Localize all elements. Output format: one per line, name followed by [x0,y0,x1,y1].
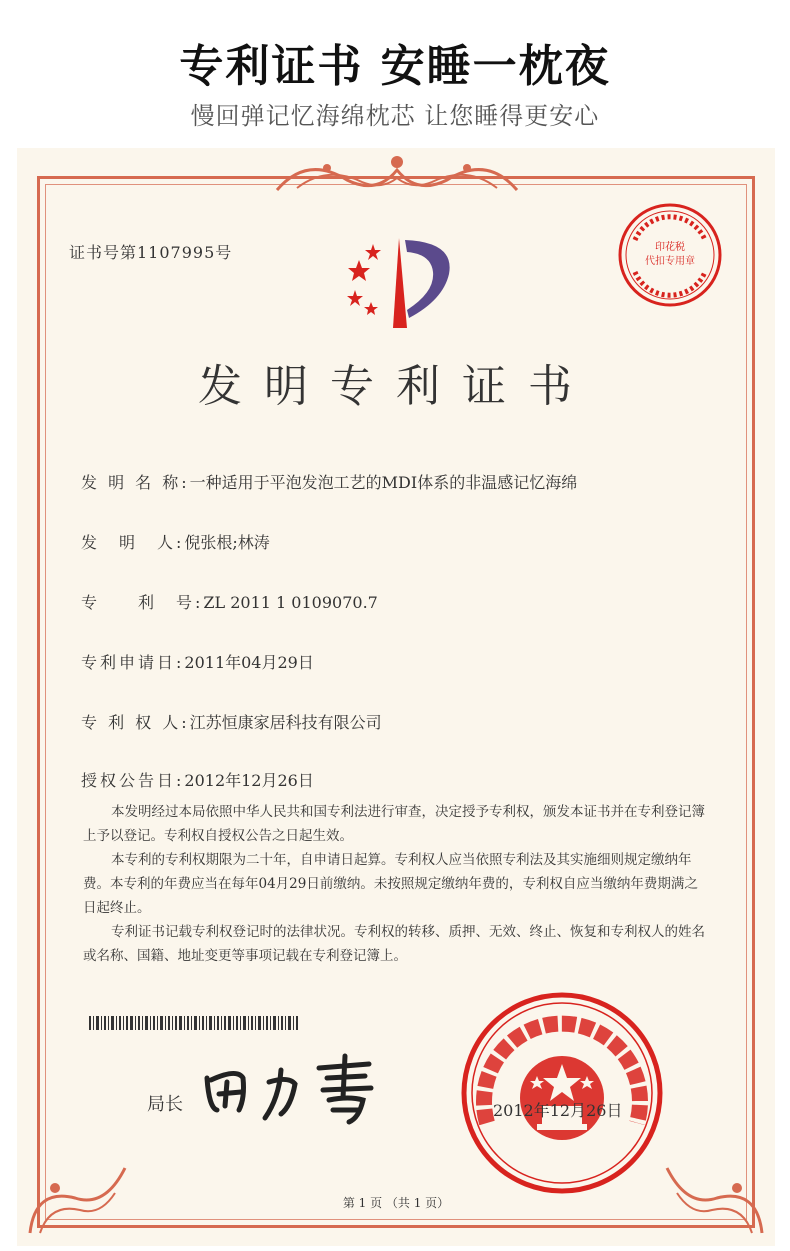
field-application-date [81,650,314,673]
field-value: 一种适用于平泡发泡工艺的MDI体系的非温感记忆海绵 [189,473,578,492]
page-subtitle: 慢回弹记忆海绵枕芯 让您睡得更安心 [190,102,600,130]
field-label: 专 利 权 人: [81,713,190,732]
field-label: 发 明 人: [81,533,185,552]
patent-certificate [17,148,775,1246]
patent-office-seal [457,988,667,1198]
field-label: 专 利 号: [81,593,204,612]
field-patentee [81,710,382,733]
director-label: 局长 [147,1094,183,1115]
field-label: 专利申请日: [81,653,185,672]
field-inventor [81,530,270,553]
field-invention-name [81,470,577,493]
tax-stamp-seal [615,200,725,310]
certificate-title: 发明专利证书 [198,361,594,412]
director-signature [199,1048,399,1128]
field-label: 发 明 名 称: [81,473,190,492]
corner-ornament-bottom-left [25,1148,135,1238]
issue-date: 2012年12月26日 [493,1101,623,1120]
field-value: 2011年04月29日 [184,653,314,672]
certificate-body-text [83,800,707,968]
field-value: 倪张根;林涛 [184,533,270,552]
barcode [89,1016,299,1030]
field-label: 授权公告日: [81,771,185,790]
corner-ornament-bottom-right [657,1148,767,1238]
svg-text:代扣专用章: 代扣专用章 [645,256,695,267]
field-value: 江苏恒康家居科技有限公司 [189,713,382,732]
field-value: ZL 2011 1 0109070.7 [203,593,378,612]
patent-office-logo [337,230,467,330]
field-patent-number [81,590,378,613]
body-paragraph: 本专利的专利权期限为二十年，自申请日起算。专利权人应当依照专利法及其实施细则规定缴纳年费。本专利的年费应当在每年04月29日前缴纳。未按照规定缴纳年费的，专利权自应当缴纳年费期满之日起终止。 [83,852,698,916]
top-ornament [267,150,527,200]
body-paragraph: 专利证书记载专利权登记时的法律状况。专利权的转移、质押、无效、终止、恢复和专利权人的姓名或名称、国籍、地址变更等事项记载在专利登记簿上。 [83,924,705,964]
certificate-number: 证书号第1107995号 [69,243,233,262]
field-value: 2012年12月26日 [184,771,314,790]
body-paragraph: 本发明经过本局依照中华人民共和国专利法进行审查，决定授予专利权，颁发本证书并在专利登记簿上予以登记。专利权自授权公告之日起生效。 [83,804,705,844]
svg-text:印花税: 印花税 [655,242,685,253]
page-indicator: 第 1 页 （共 1 页） [342,1196,450,1210]
field-grant-date [81,768,314,791]
page-title: 专利证书 安睡一枕夜 [179,41,611,92]
